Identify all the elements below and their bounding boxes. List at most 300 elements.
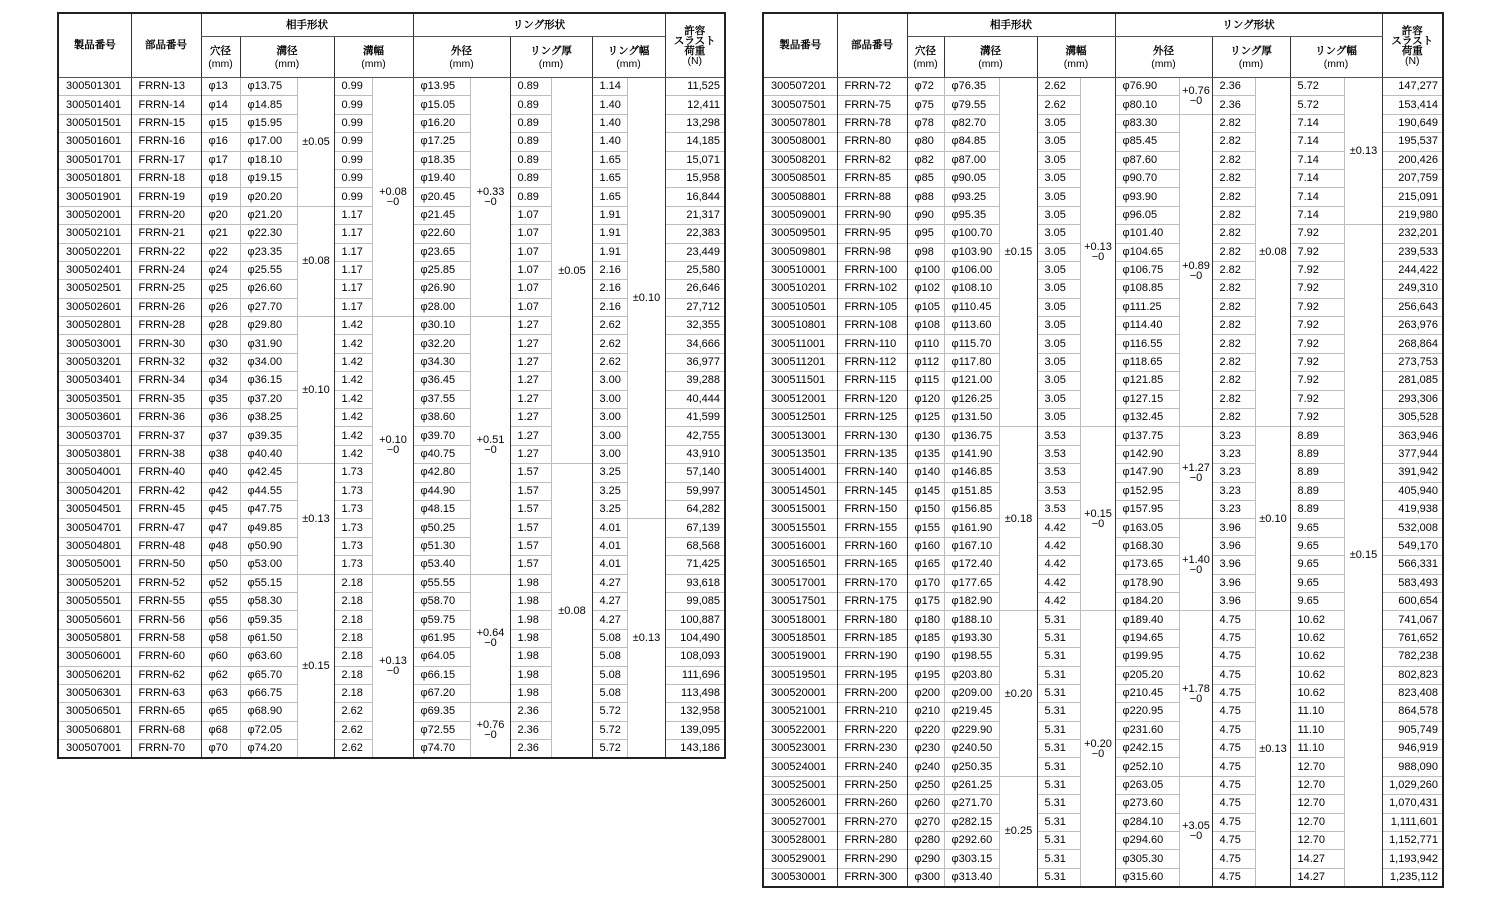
ring-thickness: 4.75 [1212,795,1255,813]
groove-width: 3.05 [1037,243,1080,261]
hole-dia: φ95 [907,225,944,243]
ring-thickness-tolerance-value: ±0.08 [1259,246,1287,259]
groove-width-tolerance-value: −0 [386,444,400,457]
outer-dia: φ116.55 [1115,335,1179,353]
header-hole-dia-unit: (mm) [208,57,233,70]
hole-dia: φ52 [201,574,240,592]
groove-dia: φ136.75 [944,427,999,445]
header-groove-width-unit: (mm) [1063,57,1089,70]
product-number: 300502601 [58,298,131,316]
hole-dia: φ170 [907,574,944,592]
groove-dia: φ18.10 [240,151,297,169]
header-groove-dia [944,37,1037,78]
hole-dia: φ45 [201,500,240,518]
ring-width-tolerance-value: ±0.13 [1349,145,1378,158]
thrust-load: 22,383 [665,225,725,243]
product-number: 300504001 [58,464,131,482]
ring-thickness: 1.98 [510,666,551,684]
product-number: 300508501 [763,169,837,187]
header-thrust-line: 許容 [684,24,706,37]
part-number: FRRN-62 [131,666,201,684]
ring-thickness-tolerance-value: ±0.08 [558,604,586,617]
groove-width: 3.05 [1037,225,1080,243]
part-number: FRRN-52 [131,574,201,592]
outer-dia: φ30.10 [413,317,470,335]
groove-width-tolerance-value: +0.20 [1084,737,1112,750]
ring-width: 4.27 [592,592,627,610]
outer-dia-tolerance-value: +0.51 [476,434,505,447]
groove-width-tolerance-value: +0.15 [1084,507,1112,520]
outer-dia: φ40.75 [413,445,470,463]
groove-dia: φ19.15 [240,169,297,187]
part-number: FRRN-270 [837,813,907,831]
groove-width: 5.31 [1037,703,1080,721]
ring-thickness: 3.23 [1212,482,1255,500]
groove-dia: φ106.00 [944,261,999,279]
outer-dia: φ55.55 [413,574,470,592]
product-number: 300508801 [763,188,837,206]
thrust-load: 566,331 [1382,556,1443,574]
product-number: 300505601 [58,611,131,629]
outer-dia: φ106.75 [1115,261,1179,279]
header-groove-width [334,37,413,78]
hole-dia: φ80 [907,133,944,151]
ring-width: 3.00 [592,390,627,408]
outer-dia: φ58.70 [413,592,470,610]
groove-dia: φ68.90 [240,703,297,721]
groove-width: 1.73 [334,464,372,482]
thrust-load: 988,090 [1382,758,1443,776]
header-product-no: 製品番号 [763,13,837,78]
outer-dia-tolerance-value: +0.89 [1182,259,1210,272]
hole-dia: φ24 [201,261,240,279]
header-ring-shape: リング形状 [1115,13,1382,37]
outer-dia-tolerance-value: −0 [1189,563,1203,576]
ring-width: 8.89 [1290,445,1344,463]
outer-dia-tolerance-value: +1.40 [1182,553,1210,566]
part-number: FRRN-110 [837,335,907,353]
outer-dia: φ74.70 [413,740,470,759]
part-number: FRRN-47 [131,519,201,537]
outer-dia: φ21.45 [413,206,470,224]
hole-dia: φ130 [907,427,944,445]
groove-dia: φ108.10 [944,280,999,298]
outer-dia: φ17.25 [413,133,470,151]
ring-width: 3.25 [592,464,627,482]
table-row [763,78,1443,96]
part-number: FRRN-190 [837,648,907,666]
ring-width: 5.08 [592,648,627,666]
part-number: FRRN-98 [837,243,907,261]
thrust-load: 419,938 [1382,500,1443,518]
ring-thickness: 2.36 [510,740,551,759]
thrust-load: 200,426 [1382,151,1443,169]
product-number: 300511201 [763,353,837,371]
product-number: 300502401 [58,261,131,279]
ring-width: 4.27 [592,574,627,592]
header-groove-width-unit: (mm) [361,57,386,70]
part-number: FRRN-290 [837,850,907,868]
groove-width: 3.05 [1037,298,1080,316]
header-outer-dia-unit: (mm) [1151,57,1176,70]
part-number: FRRN-180 [837,611,907,629]
hole-dia: φ19 [201,188,240,206]
thrust-load: 249,310 [1382,280,1443,298]
header-thrust-load [1382,13,1443,78]
part-number: FRRN-175 [837,592,907,610]
groove-dia-tolerance-value: ±0.15 [1004,246,1033,259]
ring-width: 7.14 [1290,133,1344,151]
ring-width: 1.40 [592,133,627,151]
groove-dia-tolerance-value: ±0.20 [1004,687,1033,700]
hole-dia: φ300 [907,868,944,887]
ring-thickness: 1.98 [510,648,551,666]
thrust-load: 39,288 [665,372,725,390]
outer-dia: φ22.60 [413,225,470,243]
thrust-load: 21,317 [665,206,725,224]
part-number: FRRN-26 [131,298,201,316]
product-number: 300512001 [763,390,837,408]
hole-dia: φ30 [201,335,240,353]
outer-dia: φ28.00 [413,298,470,316]
groove-width-tolerance-value: −0 [1091,251,1105,264]
part-number: FRRN-42 [131,482,201,500]
product-number: 300501501 [58,114,131,132]
ring-thickness: 1.98 [510,574,551,592]
thrust-load: 215,091 [1382,188,1443,206]
header-ring-width-unit: (mm) [616,57,641,70]
groove-dia: φ58.30 [240,592,297,610]
thrust-load: 864,578 [1382,703,1443,721]
ring-width: 12.70 [1290,795,1344,813]
ring-thickness-tolerance [1255,611,1290,887]
thrust-load: 59,997 [665,482,725,500]
thrust-load: 281,085 [1382,372,1443,390]
ring-thickness: 4.75 [1212,813,1255,831]
groove-dia: φ13.75 [240,78,297,96]
outer-dia: φ96.05 [1115,206,1179,224]
thrust-load: 195,537 [1382,133,1443,151]
product-number: 300502101 [58,225,131,243]
product-number: 300507201 [763,78,837,96]
hole-dia: φ260 [907,795,944,813]
outer-dia-tolerance-value: −0 [1189,830,1203,843]
groove-dia: φ76.35 [944,78,999,96]
ring-width: 7.92 [1290,298,1344,316]
outer-dia-tolerance [1179,114,1212,427]
groove-width-tolerance-value: −0 [1091,747,1105,760]
groove-width-tolerance-value: +0.13 [1084,241,1112,254]
outer-dia-tolerance-value: −0 [1189,471,1203,484]
part-number: FRRN-15 [131,114,201,132]
thrust-load: 532,008 [1382,519,1443,537]
header-thrust-line: スラスト [1391,34,1434,47]
groove-dia-tolerance [999,611,1037,777]
outer-dia: φ205.20 [1115,666,1179,684]
groove-dia: φ161.90 [944,519,999,537]
product-number: 300519001 [763,648,837,666]
ring-width: 8.89 [1290,482,1344,500]
groove-width-tolerance [372,574,413,758]
groove-dia-tolerance [999,78,1037,427]
ring-thickness: 1.57 [510,519,551,537]
groove-dia: φ95.35 [944,206,999,224]
part-number: FRRN-105 [837,298,907,316]
groove-dia-tolerance [297,78,334,207]
hole-dia: φ102 [907,280,944,298]
ring-thickness: 2.82 [1212,169,1255,187]
ring-width: 11.10 [1290,721,1344,739]
groove-width: 0.99 [334,133,372,151]
ring-width: 1.91 [592,225,627,243]
outer-dia: φ80.10 [1115,96,1179,114]
outer-dia: φ72.55 [413,721,470,739]
groove-dia: φ38.25 [240,409,297,427]
part-number: FRRN-14 [131,96,201,114]
outer-dia: φ93.90 [1115,188,1179,206]
groove-width: 3.53 [1037,427,1080,445]
thrust-load: 405,940 [1382,482,1443,500]
groove-dia: φ79.55 [944,96,999,114]
groove-dia: φ117.80 [944,353,999,371]
part-number: FRRN-250 [837,776,907,794]
outer-dia: φ38.60 [413,409,470,427]
groove-dia: φ115.70 [944,335,999,353]
outer-dia-tolerance-value: +0.76 [476,719,505,732]
part-number: FRRN-150 [837,500,907,518]
ring-width: 10.62 [1290,648,1344,666]
part-number: FRRN-21 [131,225,201,243]
groove-width: 0.99 [334,78,372,96]
groove-dia: φ20.20 [240,188,297,206]
ring-width: 5.72 [592,703,627,721]
product-number: 300514501 [763,482,837,500]
hole-dia: φ21 [201,225,240,243]
part-number: FRRN-200 [837,684,907,702]
part-number: FRRN-16 [131,133,201,151]
part-number: FRRN-108 [837,317,907,335]
thrust-load: 1,152,771 [1382,832,1443,850]
outer-dia: φ34.30 [413,353,470,371]
hole-dia: φ26 [201,298,240,316]
part-number: FRRN-56 [131,611,201,629]
header-row-groups [58,13,725,37]
header-ring-thickness-label: リング厚 [1230,44,1272,57]
ring-width: 12.70 [1290,776,1344,794]
outer-dia: φ23.65 [413,243,470,261]
thrust-load: 25,580 [665,261,725,279]
table-row [763,427,1443,445]
groove-dia: φ47.75 [240,500,297,518]
ring-thickness: 1.07 [510,206,551,224]
thrust-load: 1,070,431 [1382,795,1443,813]
groove-dia: φ63.60 [240,648,297,666]
groove-width: 4.42 [1037,574,1080,592]
ring-thickness: 3.23 [1212,445,1255,463]
hole-dia: φ145 [907,482,944,500]
ring-width: 8.89 [1290,464,1344,482]
ring-thickness-tolerance-value: ±0.13 [1259,742,1287,755]
hole-dia: φ290 [907,850,944,868]
ring-thickness: 1.57 [510,500,551,518]
product-number: 300528001 [763,832,837,850]
groove-dia-tolerance-value: ±0.08 [302,255,330,268]
groove-dia: φ36.15 [240,372,297,390]
ring-thickness: 3.23 [1212,500,1255,518]
ring-width: 11.10 [1290,703,1344,721]
outer-dia-tolerance-value: +0.64 [476,627,505,640]
ring-thickness: 3.96 [1212,519,1255,537]
outer-dia: φ44.90 [413,482,470,500]
ring-width-tolerance-value: ±0.15 [1349,549,1378,562]
groove-dia: φ31.90 [240,335,297,353]
outer-dia: φ39.70 [413,427,470,445]
hole-dia: φ82 [907,151,944,169]
groove-width: 2.18 [334,629,372,647]
thrust-load: 15,071 [665,151,725,169]
ring-thickness: 3.96 [1212,556,1255,574]
product-number: 300504801 [58,537,131,555]
groove-dia: φ22.30 [240,225,297,243]
hole-dia: φ280 [907,832,944,850]
groove-width: 4.42 [1037,592,1080,610]
ring-thickness: 4.75 [1212,868,1255,887]
thrust-load: 782,238 [1382,648,1443,666]
ring-thickness: 2.82 [1212,390,1255,408]
ring-width: 8.89 [1290,500,1344,518]
product-number: 300510201 [763,280,837,298]
hole-dia: φ85 [907,169,944,187]
part-number: FRRN-35 [131,390,201,408]
header-ring-thickness [510,37,592,78]
groove-width: 4.42 [1037,519,1080,537]
groove-dia: φ110.45 [944,298,999,316]
part-number: FRRN-18 [131,169,201,187]
groove-dia: φ172.40 [944,556,999,574]
outer-dia-tolerance [1179,611,1212,777]
ring-width: 12.70 [1290,832,1344,850]
groove-width: 1.42 [334,390,372,408]
thrust-load: 16,844 [665,188,725,206]
header-groove-width-label: 溝幅 [1065,44,1087,57]
outer-dia: φ50.25 [413,519,470,537]
header-groove-dia-unit: (mm) [274,57,300,70]
hole-dia: φ56 [201,611,240,629]
thrust-load: 32,355 [665,317,725,335]
ring-thickness: 2.82 [1212,151,1255,169]
part-number: FRRN-170 [837,574,907,592]
hole-dia: φ22 [201,243,240,261]
hole-dia: φ25 [201,280,240,298]
groove-dia-tolerance-value: ±0.13 [302,512,330,525]
product-number: 300501601 [58,133,131,151]
groove-dia: φ66.75 [240,684,297,702]
ring-width: 12.70 [1290,758,1344,776]
outer-dia: φ64.05 [413,648,470,666]
hole-dia: φ88 [907,188,944,206]
groove-width: 5.31 [1037,795,1080,813]
product-number: 300507001 [58,740,131,759]
ring-thickness: 4.75 [1212,611,1255,629]
groove-dia: φ198.55 [944,648,999,666]
ring-width: 7.92 [1290,390,1344,408]
groove-dia-tolerance-value: ±0.25 [1004,825,1033,838]
outer-dia: φ284.10 [1115,813,1179,831]
outer-dia: φ173.65 [1115,556,1179,574]
groove-width: 5.31 [1037,776,1080,794]
thrust-load: 153,414 [1382,96,1443,114]
ring-width: 2.62 [592,335,627,353]
hole-dia: φ140 [907,464,944,482]
table-row [58,78,725,96]
part-number: FRRN-95 [837,225,907,243]
part-number: FRRN-210 [837,703,907,721]
outer-dia: φ132.45 [1115,409,1179,427]
hole-dia: φ98 [907,243,944,261]
ring-thickness: 0.89 [510,96,551,114]
ring-width: 7.92 [1290,372,1344,390]
ring-width-tolerance [1344,78,1382,225]
outer-dia-tolerance-value: +3.05 [1182,820,1210,833]
thrust-load: 108,093 [665,648,725,666]
groove-dia-tolerance [297,317,334,464]
part-number: FRRN-68 [131,721,201,739]
groove-dia: φ90.05 [944,169,999,187]
hole-dia: φ70 [201,740,240,759]
ring-thickness: 4.75 [1212,703,1255,721]
header-hole-dia-label: 穴径 [915,44,936,57]
groove-width: 1.42 [334,353,372,371]
hole-dia: φ36 [201,409,240,427]
part-number: FRRN-65 [131,703,201,721]
product-number: 300516501 [763,556,837,574]
ring-width: 10.62 [1290,684,1344,702]
outer-dia-tolerance-value: +1.78 [1182,682,1210,695]
part-number: FRRN-34 [131,372,201,390]
thrust-load: 1,235,112 [1382,868,1443,887]
groove-width: 2.62 [1037,78,1080,96]
groove-dia: φ151.85 [944,482,999,500]
part-number: FRRN-160 [837,537,907,555]
ring-thickness: 3.96 [1212,537,1255,555]
product-number: 300506301 [58,684,131,702]
product-number: 300502001 [58,206,131,224]
outer-dia: φ199.95 [1115,648,1179,666]
thrust-load: 111,696 [665,666,725,684]
header-hole-dia [907,37,944,78]
product-number: 300530001 [763,868,837,887]
part-number: FRRN-50 [131,556,201,574]
hole-dia: φ160 [907,537,944,555]
hole-dia: φ240 [907,758,944,776]
ring-width: 3.25 [592,482,627,500]
part-number: FRRN-30 [131,335,201,353]
hole-dia: φ100 [907,261,944,279]
thrust-load: 15,958 [665,169,725,187]
ring-width: 10.62 [1290,666,1344,684]
groove-width: 5.31 [1037,629,1080,647]
product-number: 300509801 [763,243,837,261]
header-ring-thickness-label: リング厚 [530,44,572,57]
product-number: 300507801 [763,114,837,132]
outer-dia: φ90.70 [1115,169,1179,187]
outer-dia: φ85.45 [1115,133,1179,151]
ring-thickness: 2.36 [1212,78,1255,96]
ring-width: 5.72 [1290,96,1344,114]
part-number: FRRN-130 [837,427,907,445]
header-mating-shape: 相手形状 [907,13,1115,37]
groove-dia: φ167.10 [944,537,999,555]
